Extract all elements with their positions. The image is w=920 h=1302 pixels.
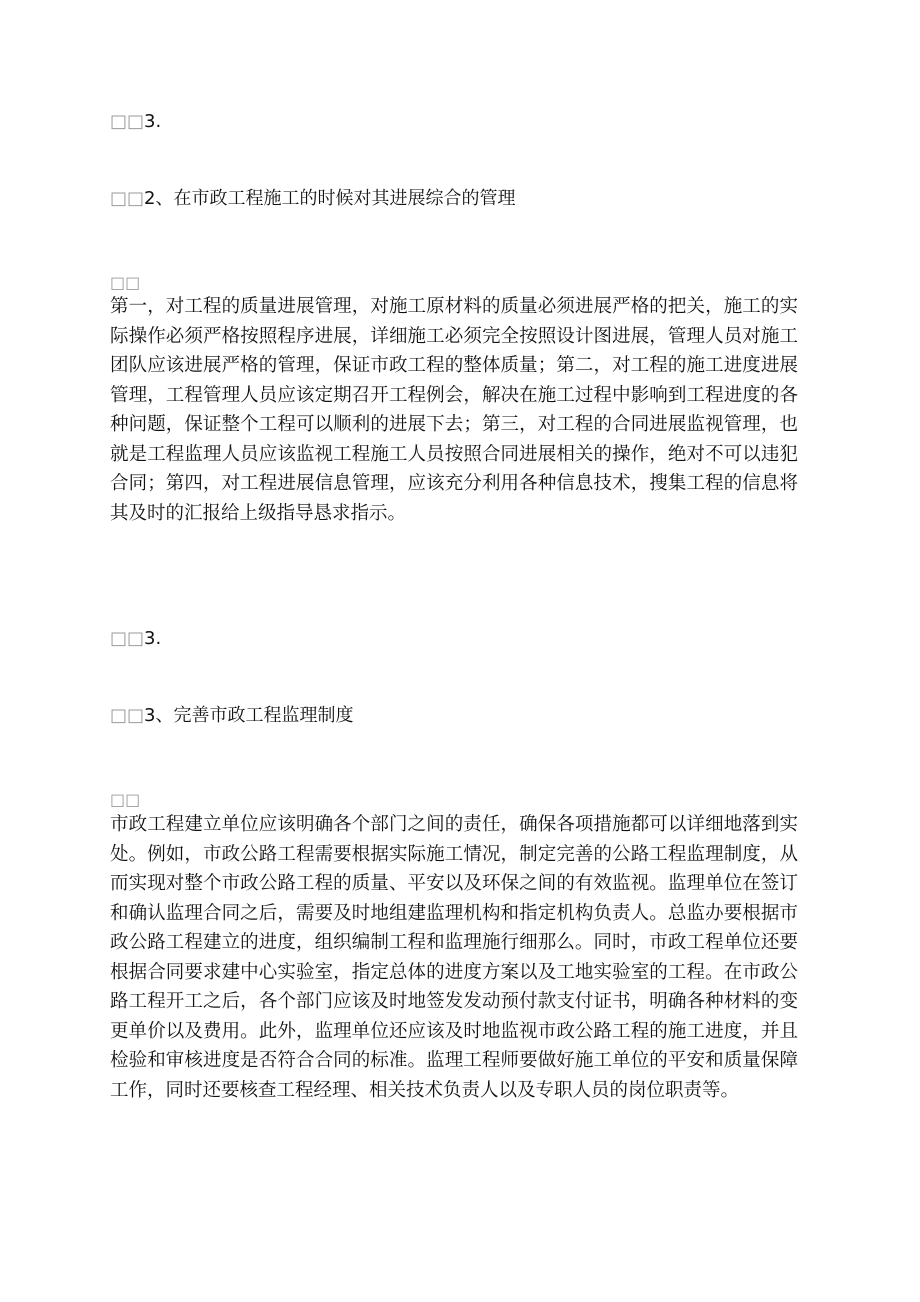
section-number: 3. xyxy=(144,111,162,132)
section-heading: 3、完善市政工程监理制度 xyxy=(144,705,354,726)
paragraph-marker-1: □□ xyxy=(110,273,141,292)
body-paragraph-2: 市政工程建立单位应该明确各个部门之间的责任，确保各项措施都可以详细地落到实处。例如，市政公路工程需要根据实际施工情况，制定完善的公路工程监理制度，从而实现对整个市政公路工程的质量、平安以及环保之间的有效监视。监理单位在签订和确认监理合同之后，需要及时地组建监理机构和指定机构负责人。总监办要根据市政公路工程建立的进度，组织编制工程和监理施行细那么。同时，市政工程单位还要根据合同要求建中心实验室，指定总体的进度方案以及工地实验室的工程。在市政公路工程开工之后，各个部门应该及时地签发发动预付款支付证书，明确各种材料的变更单价以及费用。此外，监理单位还应该及时地监视市政公路工程的施工进度，并且检验和审核进度是否符合合同的标准。监理工程师要做好施工单位的平安和质量保障工作，同时还要核查工程经理、相关技术负责人以及专职人员的岗位职责等。 xyxy=(110,814,798,1101)
paragraph-marker-2: □□ xyxy=(110,790,141,809)
section-heading: 2、在市政工程施工的时候对其进展综合的管理 xyxy=(144,188,516,209)
section-number-line-3 xyxy=(110,628,161,650)
body-paragraph-1: 第一，对工程的质量进展管理，对施工原材料的质量必须进展严格的把关，施工的实际操作必须严格按照程序进展，详细施工必须完全按照设计图进展，管理人员对施工团队应该进展严格的管理，保证市政工程的整体质量；第二，对工程的施工进度进展管理，工程管理人员应该定期召开工程例会，解决在施工过程中影响到工程进度的各种问题，保证整个工程可以顺利的进展下去；第三，对工程的合同进展监视管理，也就是工程监理人员应该监视工程施工人员按照合同进展相关的操作，绝对不可以违犯合同；第四，对工程进展信息管理，应该充分利用各种信息技术，搜集工程的信息将其及时的汇报给上级指导恳求指示。 xyxy=(110,296,798,524)
section-heading-line-2 xyxy=(110,188,515,210)
missing-glyph-marker: □□ xyxy=(110,188,145,209)
section-number-line-1 xyxy=(110,111,161,133)
missing-glyph-marker: □□ xyxy=(110,705,145,726)
missing-glyph-marker: □□ xyxy=(110,111,145,132)
section-heading-line-4 xyxy=(110,705,353,727)
missing-glyph-marker: □□ xyxy=(110,628,145,649)
section-number: 3. xyxy=(144,628,162,649)
